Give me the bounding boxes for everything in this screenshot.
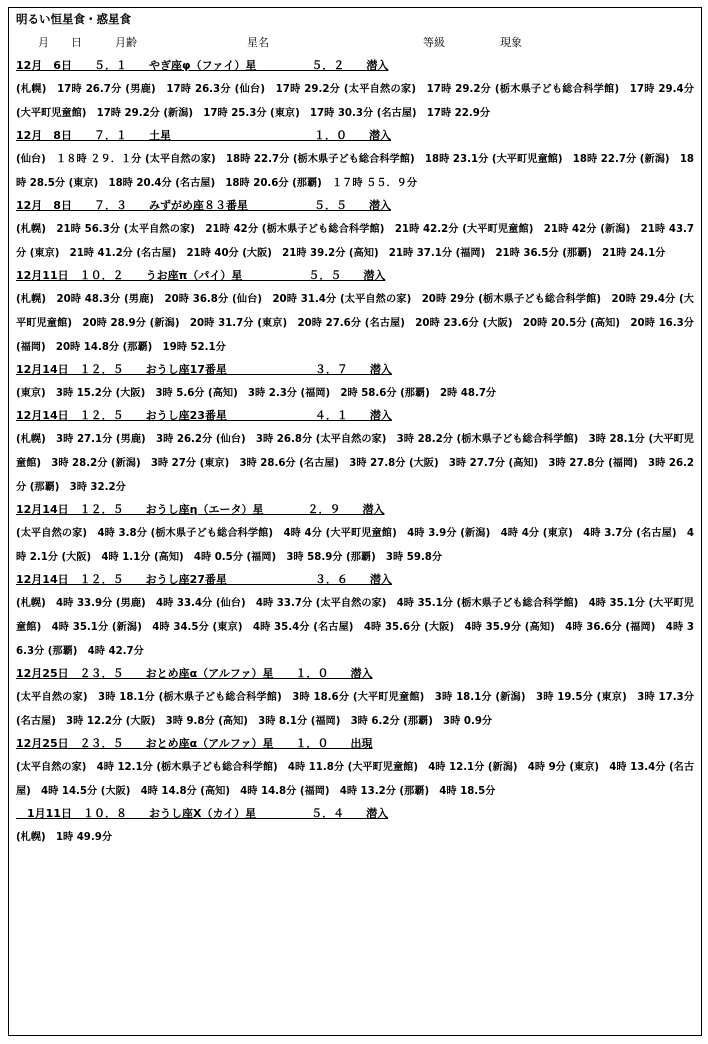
entry-times: (札幌) 4時 33.9分 (男鹿) 4時 33.4分 (仙台) 4時 33.7分 (太平自然の家) 4時 35.1分 (栃木県子ども総合科学館) 4時 35.1分 (大平町児童館) 4時 35.1分 (新潟) 4時 34.5分 (東京) 4時 35.4分 (名古屋) 4時 35.6分 (大阪) 4時 35.9分 (高知) 4時 36.6分 (福岡) 4時 36.3分 (那覇) 4時 42.7分 <box>16 598 694 657</box>
entry-heading <box>16 734 694 756</box>
entry-heading <box>16 360 694 382</box>
entry-times: (太平自然の家) 4時 12.1分 (栃木県子ども総合科学館) 4時 11.8分 (大平町児童館) 4時 12.1分 (新潟) 4時 9分 (東京) 4時 13.4分 (名古屋) 4時 14.5分 (大阪) 4時 14.8分 (高知) 4時 14.8分 (福岡) 4時 13.2分 (那覇) 4時 18.5分 <box>16 762 695 797</box>
entry-heading-text: 1月11日 １０．８ おうし座Χ（カイ）星 ５．４ 潜入 <box>16 807 389 820</box>
entry-heading <box>16 126 694 148</box>
occultation-entry <box>16 406 694 500</box>
entry-times: (太平自然の家) 3時 18.1分 (栃木県子ども総合科学館) 3時 18.6分 (大平町児童館) 3時 18.1分 (新潟) 3時 19.5分 (東京) 3時 17.3分 (名古屋) 3時 12.2分 (大阪) 3時 9.8分 (高知) 3時 8.1分 (福岡) 3時 6.2分 (那覇) 3時 0.9分 <box>16 692 694 727</box>
entry-times: (札幌) 21時 56.3分 (太平自然の家) 21時 42分 (栃木県子ども総合科学館) 21時 42.2分 (大平町児童館) 21時 42分 (新潟) 21時 43.7分 (東京) 21時 41.2分 (名古屋) 21時 40分 (大阪) 21時 39.2分 (高知) 21時 37.1分 (福岡) 21時 36.5分 (那覇) 21時 24.1分 <box>16 224 694 259</box>
entry-heading-text: 12月25日 ２３．５ おとめ座α（アルファ）星 １．０ 出現 <box>16 737 373 750</box>
occultation-entry <box>16 664 694 734</box>
entry-heading-text: 12月11日 １０．２ うお座π（パイ）星 ５．５ 潜入 <box>16 269 386 282</box>
occultation-entry <box>16 804 694 850</box>
entry-times: (仙台) １８時 ２９．１分 (太平自然の家) 18時 22.7分 (栃木県子ども総合科学館) 18時 23.1分 (大平町児童館) 18時 22.7分 (新潟) 18時 28.5分 (東京) 18時 20.4分 (名古屋) 18時 20.6分 (那覇) １７時 ５５．９分 <box>16 154 694 189</box>
entry-heading-text: 12月25日 ２３．５ おとめ座α（アルファ）星 １．０ 潜入 <box>16 667 373 680</box>
occultation-entry <box>16 734 694 804</box>
entry-heading <box>16 804 694 826</box>
entry-heading-text: 12月14日 １２．５ おうし座17番星 ３．７ 潜入 <box>16 363 392 376</box>
occultation-entry <box>16 570 694 664</box>
entry-times: (札幌) 3時 27.1分 (男鹿) 3時 26.2分 (仙台) 3時 26.8分 (太平自然の家) 3時 28.2分 (栃木県子ども総合科学館) 3時 28.1分 (大平町児童館) 3時 28.2分 (新潟) 3時 27分 (東京) 3時 28.6分 (名古屋) 3時 27.8分 (大阪) 3時 27.7分 (高知) 3時 27.8分 (福岡) 3時 26.2分 (那覇) 3時 32.2分 <box>16 434 694 493</box>
entry-heading <box>16 266 694 288</box>
column-header: 月 日 月齢 星名 等級 現象 <box>16 36 522 49</box>
document-body <box>16 10 694 850</box>
entry-heading-text: 12月 8日 ７．３ みずがめ座８３番星 ５．５ 潜入 <box>16 199 391 212</box>
page-title: 明るい恒星食・惑星食 <box>16 12 131 26</box>
entry-times: (太平自然の家) 4時 3.8分 (栃木県子ども総合科学館) 4時 4分 (大平町児童館) 4時 3.9分 (新潟) 4時 4分 (東京) 4時 3.7分 (名古屋) 4時 2.1分 (大阪) 4時 1.1分 (高知) 4時 0.5分 (福岡) 3時 58.9分 (那覇) 3時 59.8分 <box>16 528 694 563</box>
entry-times: (東京) 3時 15.2分 (大阪) 3時 5.6分 (高知) 3時 2.3分 (福岡) 2時 58.6分 (那覇) 2時 48.7分 <box>16 388 497 399</box>
entry-heading <box>16 570 694 592</box>
entry-heading <box>16 664 694 686</box>
occultation-entry <box>16 56 694 126</box>
entry-heading-text: 12月 8日 ７．１ 土星 １．０ 潜入 <box>16 129 391 142</box>
entry-heading <box>16 406 694 428</box>
entry-heading-text: 12月14日 １２．５ おうし座27番星 ３．６ 潜入 <box>16 573 392 586</box>
entry-times: (札幌) 1時 49.9分 <box>16 832 113 843</box>
entry-heading-text: 12月14日 １２．５ おうし座23番星 ４．１ 潜入 <box>16 409 392 422</box>
occultation-entry <box>16 500 694 570</box>
occultation-entry <box>16 360 694 406</box>
entry-heading <box>16 56 694 78</box>
entry-times: (札幌) 17時 26.7分 (男鹿) 17時 26.3分 (仙台) 17時 29.2分 (太平自然の家) 17時 29.2分 (栃木県子ども総合科学館) 17時 29.4分 (大平町児童館) 17時 29.2分 (新潟) 17時 25.3分 (東京) 17時 30.3分 (名古屋) 17時 22.9分 <box>16 84 694 119</box>
entry-heading <box>16 196 694 218</box>
entry-heading <box>16 500 694 522</box>
entry-times: (札幌) 20時 48.3分 (男鹿) 20時 36.8分 (仙台) 20時 31.4分 (太平自然の家) 20時 29分 (栃木県子ども総合科学館) 20時 29.4分 (大平町児童館) 20時 28.9分 (新潟) 20時 31.7分 (東京) 20時 27.6分 (名古屋) 20時 23.6分 (大阪) 20時 20.5分 (高知) 20時 16.3分 (福岡) 20時 14.8分 (那覇) 19時 52.1分 <box>16 294 694 353</box>
entry-heading-text: 12月 6日 ５．１ やぎ座φ（ファイ）星 ５．２ 潜入 <box>16 59 389 72</box>
entry-heading-text: 12月14日 １２．５ おうし座η（エータ）星 ２．９ 潜入 <box>16 503 385 516</box>
occultation-entry <box>16 126 694 196</box>
occultation-entry <box>16 196 694 266</box>
occultation-entry <box>16 266 694 360</box>
